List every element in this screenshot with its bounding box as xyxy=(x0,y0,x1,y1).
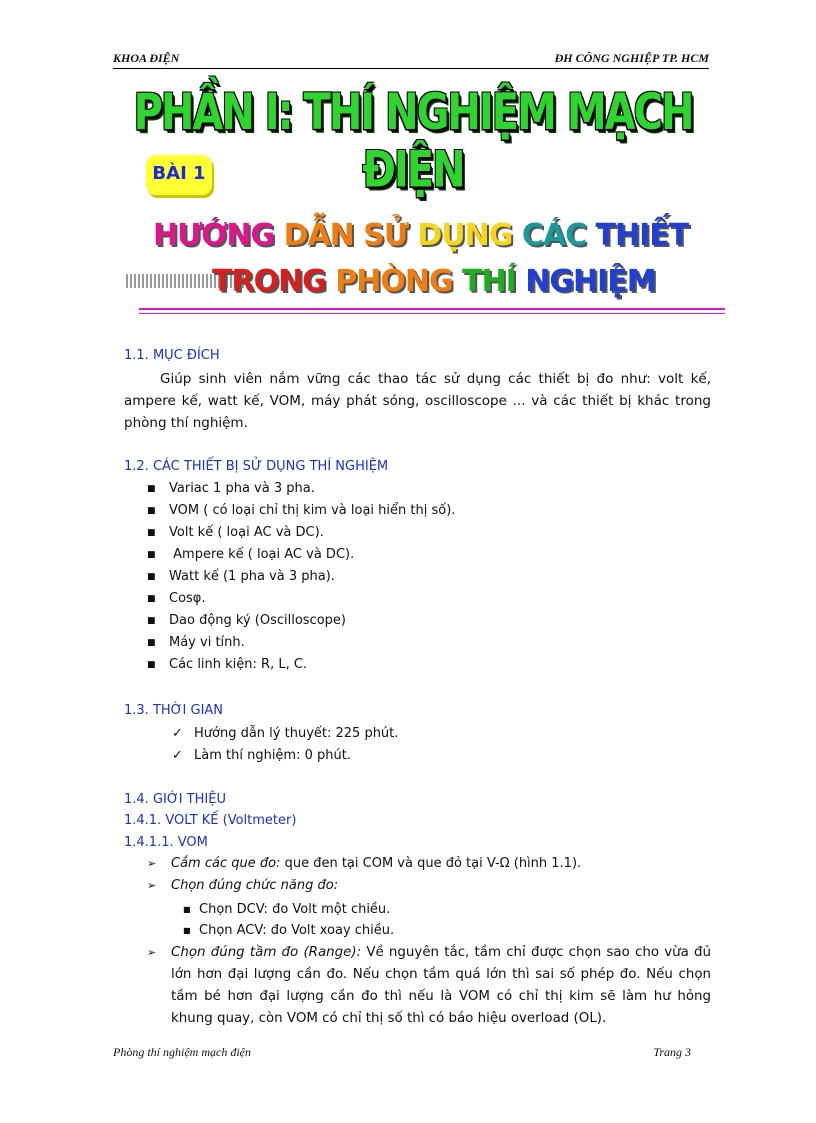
lesson-badge-label: BÀI 1 xyxy=(152,163,206,184)
list-item: ■ Volt kế ( loại AC và DC). xyxy=(147,525,324,540)
subtitle-word: DẪN xyxy=(283,218,354,253)
purpose-paragraph xyxy=(124,368,711,434)
subtitle-word: TRONG xyxy=(212,264,326,299)
lesson-badge xyxy=(146,155,212,195)
list-item-label: Chọn đúng chức năng đo: xyxy=(171,878,339,893)
list-item-text: Máy vi tính. xyxy=(169,635,245,650)
list-item: ■ Máy vi tính. xyxy=(147,635,245,650)
page-header xyxy=(113,50,709,69)
list-item: ■ Watt kế (1 pha và 3 pha). xyxy=(147,569,335,584)
footer-lab-name: Phòng thí nghiệm mạch điện xyxy=(113,1045,251,1059)
list-item-text: Hướng dẫn lý thuyết: 225 phút. xyxy=(194,726,399,741)
list-item xyxy=(172,748,351,763)
purpose-text: Giúp sinh viên nắm vững các thao tác sử dụng các thiết bị đo như: volt kế, ampere kế, watt kế, VOM, máy phát sóng, oscilloscope ... và các thiết bị khác trong phòng thí nghiệm. xyxy=(124,371,711,431)
list-item xyxy=(147,853,581,875)
arrow-bullet-icon: ➢ xyxy=(147,857,157,870)
list-item-text: Về nguyên tắc, tầm chỉ được chọn sao cho vừa đủ lớn hơn đại lượng cần đo. Nếu chọn tầm quá lớn thì sai số phép đo. Nếu chọn tầm bé hơn đại lượng cần đo thì nếu là VOM có chỉ thị kim sẽ làm hư hỏng khung quay, còn VOM có chỉ thị số thì có báo hiệu overload (OL). xyxy=(171,945,711,1026)
list-item: ■ Dao động ký (Oscilloscope) xyxy=(147,613,346,628)
list-item-text: Dao động ký (Oscilloscope) xyxy=(169,613,346,628)
subtitle-word: DỤNG xyxy=(417,218,513,253)
list-item-text: VOM ( có loại chỉ thị kim và loại hiển thị số). xyxy=(169,503,456,518)
subtitle-line-1 xyxy=(153,218,688,253)
title-divider-thin xyxy=(139,313,725,314)
list-item-text: Variac 1 pha và 3 pha. xyxy=(169,481,315,496)
subtitle-word: PHÒNG xyxy=(335,264,453,299)
sub-list-item-text: Chọn ACV: đo Volt xoay chiều. xyxy=(199,923,395,938)
subtitle-word: HƯỚNG xyxy=(153,218,275,253)
list-item xyxy=(172,726,398,741)
list-item: ■ Các linh kiện: R, L, C. xyxy=(147,657,308,672)
arrow-bullet-icon: ➢ xyxy=(147,879,157,892)
list-item-text: Ampere kế ( loại AC và DC). xyxy=(169,547,355,562)
list-item: ■ Ampere kế ( loại AC và DC). xyxy=(147,547,355,562)
part-title: PHẦN I: THÍ NGHIỆM MẠCH ĐIỆN xyxy=(133,84,693,199)
list-item xyxy=(147,875,338,897)
subsection-heading-voltmeter: 1.4.1. VOLT KẾ (Voltmeter) xyxy=(124,813,297,828)
subtitle-word: THÍ xyxy=(462,264,516,299)
section-heading-purpose: 1.1. MỤC ĐÍCH xyxy=(124,348,220,363)
page-number: Trang 3 xyxy=(653,1045,691,1059)
sub-list-item-text: Chọn DCV: đo Volt một chiều. xyxy=(199,902,391,917)
sub-list-item: ■ Chọn ACV: đo Volt xoay chiều. xyxy=(183,923,395,938)
subtitle-word: CÁC xyxy=(521,218,587,253)
subtitle-word: NGHIỆM xyxy=(525,264,656,299)
list-item: ■ Cosφ. xyxy=(147,591,206,606)
list-item-text: Watt kế (1 pha và 3 pha). xyxy=(169,569,335,584)
header-department: KHOA ĐIỆN xyxy=(113,51,180,65)
subtitle-line-2 xyxy=(212,264,656,299)
subsection-heading-vom: 1.4.1.1. VOM xyxy=(124,835,208,850)
section-heading-intro: 1.4. GIỚI THIỆU xyxy=(124,792,226,807)
list-item: ■ VOM ( có loại chỉ thị kim và loại hiển thị số). xyxy=(147,503,456,518)
title-divider xyxy=(139,308,725,310)
arrow-bullet-icon: ➢ xyxy=(147,946,157,959)
list-item-text: Các linh kiện: R, L, C. xyxy=(169,657,308,672)
list-item-text: Làm thí nghiệm: 0 phút. xyxy=(194,748,351,763)
list-item xyxy=(147,942,711,1030)
list-item-text: Volt kế ( loại AC và DC). xyxy=(169,525,324,540)
section-heading-time: 1.3. THỜI GIAN xyxy=(124,703,224,718)
list-item-text: Cosφ. xyxy=(169,591,206,606)
list-item-label: Chọn đúng tầm đo (Range): xyxy=(171,945,362,960)
sub-list-item: ■ Chọn DCV: đo Volt một chiều. xyxy=(183,902,391,917)
section-heading-equipment: 1.2. CÁC THIẾT BỊ SỬ DỤNG THÍ NGHIỆM xyxy=(124,459,389,474)
check-icon: ✓ xyxy=(172,748,183,763)
subtitle-word: SỬ xyxy=(363,218,408,253)
check-icon: ✓ xyxy=(172,726,183,741)
subtitle-word: THIẾT xyxy=(595,218,689,253)
header-university: ĐH CÔNG NGHIỆP TP. HCM xyxy=(554,51,709,65)
list-item-label: Cắm các que đo: xyxy=(171,856,281,871)
page-footer xyxy=(113,1045,691,1060)
list-item: ■ Variac 1 pha và 3 pha. xyxy=(147,481,315,496)
list-item-text: que đen tại COM và que đỏ tại V-Ω (hình 1.1). xyxy=(280,856,582,871)
